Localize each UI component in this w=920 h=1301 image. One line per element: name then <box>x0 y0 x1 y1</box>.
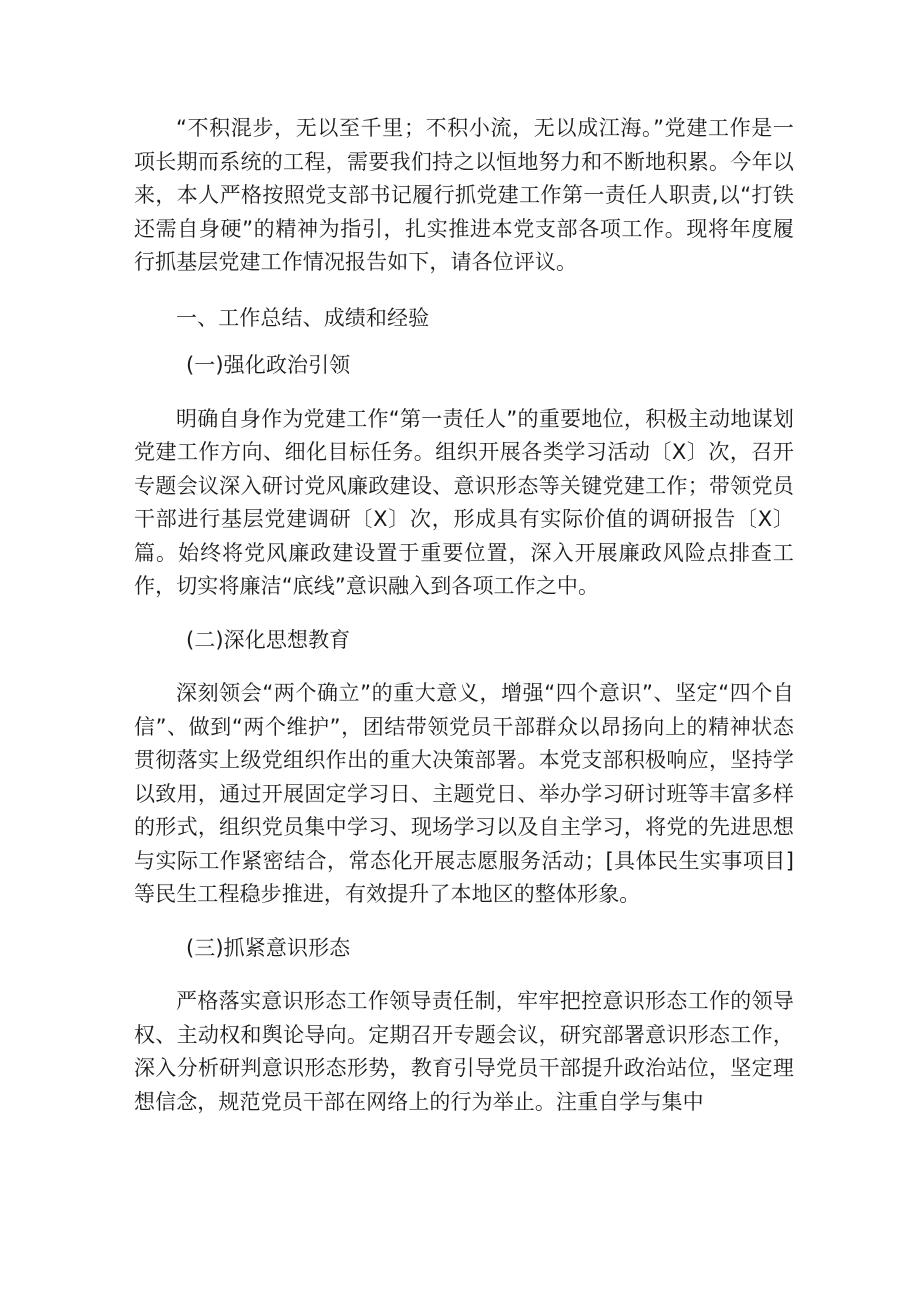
subsection-heading-2: (二)深化思想教育 <box>186 627 351 652</box>
subsection-body-3: 严格落实意识形态工作领导责任制，牢牢把控意识形态工作的领导权、主动权和舆论导向。定期召开专题会议，研究部署意识形态工作，深入分析研判意识形态形势，教育引导党员干部提升政治站位，坚定理想信念，规范党员干部在网络上的行为举止。注重自学与集中 <box>134 989 794 1114</box>
subsection-body-1: 明确自身作为党建工作“第一责任人”的重要地位，积极主动地谋划党建工作方向、细化目标任务。组织开展各类学习活动〔X〕次，召开专题会议深入研讨党风廉政建设、意识形态等关键党建工作；带领党员干部进行基层党建调研〔X〕次，形成具有实际价值的调研报告〔X〕篇。始终将党风廉政建设置于重要位置，深入开展廉政风险点排查工作，切实将廉洁“底线”意识融入到各项工作之中。 <box>134 406 794 598</box>
document-body <box>134 112 794 1119</box>
intro-paragraph: “不积混步，无以至千里；不积小流，无以成江海。”党建工作是一项长期而系统的工程，需要我们持之以恒地努力和不断地积累。今年以来，本人严格按照党支部书记履行抓党建工作第一责任人职责,以“打铁还需自身硬”的精神为指引，扎实推进本党支部各项工作。现将年度履行抓基层党建工作情况报告如下，请各位评议。 <box>134 116 794 274</box>
subsection-body-2: 深刻领会“两个确立”的重大意义，增强“四个意识”、坚定“四个自信”、做到“两个维护”，团结带领党员干部群众以昂扬向上的精神状态贯彻落实上级党组织作出的重大决策部署。本党支部积极响应，坚持学以致用，通过开展固定学习日、主题党日、举办学习研讨班等丰富多样的形式，组织党员集中学习、现场学习以及自主学习，将党的先进思想与实际工作紧密结合，常态化开展志愿服务活动；[具体民生实事项目]等民生工程稳步推进，有效提升了本地区的整体形象。 <box>134 681 794 906</box>
subsection-heading-1: (一)强化政治引领 <box>186 353 351 377</box>
subsection-heading-3: (三)抓紧意识形态 <box>186 935 351 960</box>
section-heading-1: 一、工作总结、成绩和经验 <box>176 305 430 330</box>
